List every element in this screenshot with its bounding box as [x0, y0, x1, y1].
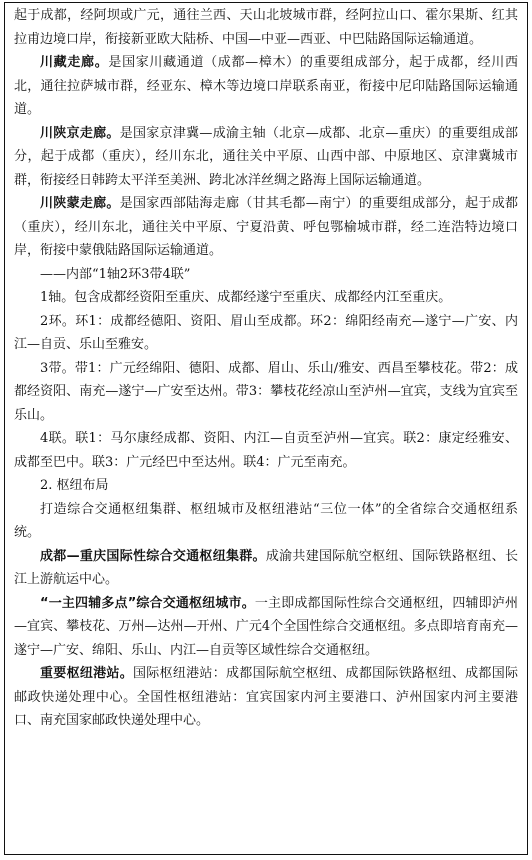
paragraph-text: 国际枢纽港站：成都国际航空枢纽、成都国际铁路枢纽、成都国际邮政快递处理中心。全国性枢纽港站：宜宾国家内河主要港口、泸州国家内河主要港口、南充国家邮政快递处理中心。 [14, 666, 518, 728]
paragraph-heading: “一主四辅多点”综合交通枢纽城市。 [40, 595, 255, 611]
paragraph-text: ——内部“1轴2环3带4联” [40, 266, 191, 282]
paragraph-chuanzang-corridor [14, 51, 518, 122]
paragraph-three-belts [14, 357, 518, 428]
paragraph-hub-stations [14, 662, 518, 733]
paragraph-hub-system [14, 498, 518, 545]
paragraph-heading: 川藏走廊。 [40, 55, 109, 70]
paragraph-text: 2环。环1：成都经德阳、资阳、眉山至成都。环2：绵阳经南充—遂宁—广安、内江—自贡、乐山至雅安。 [14, 313, 518, 352]
paragraph-text: 是国家川藏通道（成都—樟木）的重要组成部分，起于成都，经川西北，通往拉萨城市群，经亚东、樟木等边境口岸联系南亚，衔接中尼印陆路国际运输通道。 [14, 55, 518, 117]
paragraph-text: 是国家西部陆海走廊（甘其毛都—南宁）的重要组成部分，起于成都（重庆），经川东北，通往关中平原、宁夏沿黄、呼包鄂榆城市群，经二连浩特边境口岸，衔接中蒙俄陆路国际运输通道。 [14, 196, 518, 258]
paragraph-one-axis [14, 286, 518, 310]
document-body [14, 4, 518, 733]
paragraph-text: 是国家京津冀—成渝主轴（北京—成都、北京—重庆）的重要组成部分，起于成都（重庆），经川东北，通往关中平原、山西中部、中原地区、京津冀城市群，衔接经日韩跨太平洋至美洲、跨北冰洋丝绸之路海上国际运输通道。 [14, 125, 518, 188]
paragraph-heading: 川陕京走廊。 [40, 125, 120, 141]
paragraph-hub-cities [14, 592, 518, 663]
paragraph-text: 打造综合交通枢纽集群、枢纽城市及枢纽港站“三位一体”的全省综合交通枢纽系统。 [14, 501, 518, 540]
paragraph-text: 成渝共建国际航空枢纽、国际铁路枢纽、长江上游航运中心。 [14, 548, 518, 587]
paragraph-heading: 重要枢纽港站。 [40, 666, 133, 681]
paragraph-text: 一主即成都国际性综合交通枢纽，四辅即泸州—宜宾、攀枝花、万州—达州—开州、广元4个全国性综合交通枢纽。多点即培育南充—遂宁—广安、绵阳、乐山、内江—自贡等区域性综合交通枢纽。 [14, 595, 518, 658]
paragraph-hub-cluster [14, 545, 518, 592]
paragraph-text: 1轴。包含成都经资阳至重庆、成都经遂宁至重庆、成都经内江至重庆。 [40, 290, 452, 305]
paragraph-text: 3带。带1：广元经绵阳、德阳、成都、眉山、乐山/雅安、西昌至攀枝花。带2：成都经资阳、南充—遂宁—广安至达州。带3：攀枝花经凉山至泸州—宜宾，支线为宜宾至乐山。 [14, 360, 518, 423]
paragraph-heading: 川陕蒙走廊。 [40, 196, 120, 211]
paragraph-heading: 成都—重庆国际性综合交通枢纽集群。 [40, 548, 266, 564]
paragraph-four-links [14, 427, 518, 474]
paragraph-text: 4联。联1：马尔康经成都、资阳、内江—自贡至泸州—宜宾。联2：康定经雅安、成都至巴中。联3：广元经巴中至达州。联4：广元至南充。 [14, 431, 518, 470]
paragraph-corridor-continued [14, 4, 518, 51]
paragraph-chuanshanjing-corridor [14, 122, 518, 193]
paragraph-text: 2. 枢纽布局 [40, 478, 109, 493]
paragraph-chuanshanmeng-corridor [14, 192, 518, 263]
section-heading-hub-layout [14, 474, 518, 498]
paragraph-internal-layout [14, 263, 518, 287]
paragraph-two-rings [14, 310, 518, 357]
paragraph-text: 起于成都，经阿坝或广元，通往兰西、天山北坡城市群，经阿拉山口、霍尔果斯、红其拉甫边境口岸，衔接新亚欧大陆桥、中国—中亚—西亚、中巴陆路国际运输通道。 [14, 8, 518, 47]
